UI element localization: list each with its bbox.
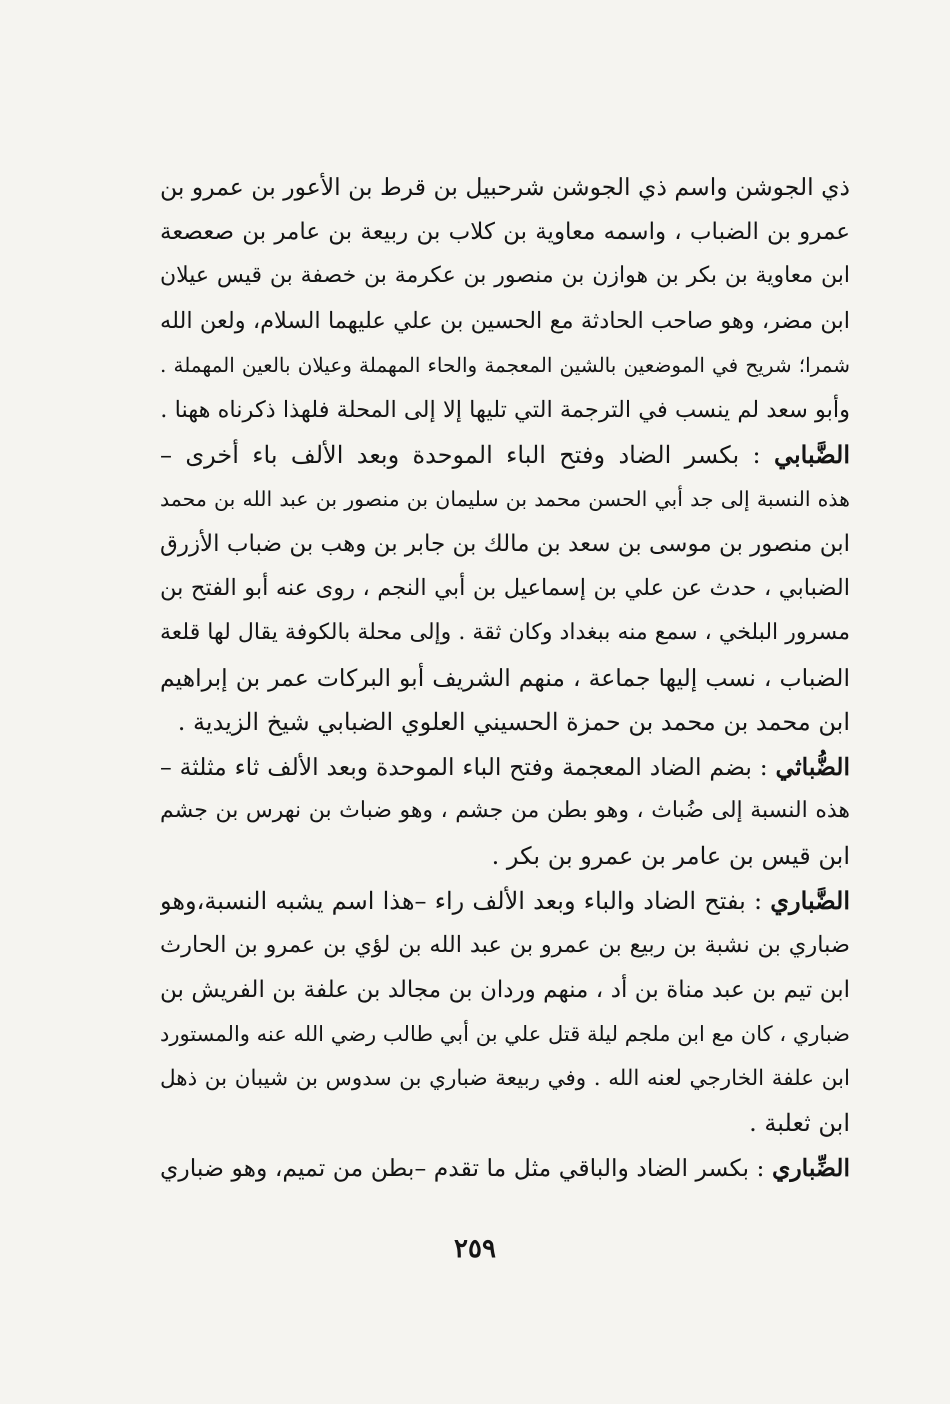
text-line [160, 923, 850, 968]
text-line [160, 700, 850, 745]
line-text: هذه النسبة إلى جد أبي الحسن محمد بن سليمان بن منصور بن عبد الله بن محمد [160, 487, 850, 512]
text-line [160, 477, 850, 522]
text-line [160, 254, 850, 299]
line-text: : بضم الضاد المعجمة وفتح الباء الموحدة وبعد الألف ثاء مثلثة – [160, 752, 776, 781]
page-number: ٢٥٩ [454, 1234, 496, 1264]
text-line [160, 656, 850, 701]
line-text: ابن تيم بن عبد مناة بن أد ، منهم وردان بن مجالد بن علفة بن الفريش بن [160, 976, 850, 1003]
line-text: هذه النسبة إلى ضُباث ، وهو بطن من جشم ، وهو ضباث بن نهرس بن جشم [160, 798, 850, 824]
line-text: الضبابي ، حدث عن علي بن إسماعيل بن أبي النجم ، روى عنه أبو الفتح بن [160, 575, 850, 602]
line-text: ابن مضر، وهو صاحب الحادثة مع الحسين بن علي عليهما السلام، ولعن الله [160, 307, 850, 334]
line-text: شمرا؛ شريح في الموضعين بالشين المعجمة والحاء المهملة وعيلان بالعين المهملة . [160, 353, 850, 378]
line-text: : بكسر الضاد والباقي مثل ما تقدم –بطن من تميم، وهو ضباري [160, 1154, 772, 1183]
text-line [160, 1057, 850, 1102]
line-text: ضباري بن نشبة بن ربيع بن عمرو بن عبد الله بن لؤي بن عمرو بن الحارث [160, 932, 850, 959]
line-text: ابن منصور بن موسى بن سعد بن مالك بن جابر بن وهب بن ضباب الأزرق [160, 530, 850, 557]
text-line [160, 522, 850, 567]
text-line [160, 1101, 850, 1146]
line-text: ابن علفة الخارجي لعنه الله . وفي ربيعة ضباري بن سدوس بن شيبان بن ذهل [160, 1065, 850, 1091]
text-line [160, 1146, 850, 1191]
entry-heading: الضَّباري [770, 885, 850, 915]
text-line [160, 745, 850, 790]
text-line [160, 299, 850, 344]
line-text: مسرور البلخي ، سمع منه ببغداد وكان ثقة . وإلى محلة بالكوفة يقال لها قلعة [160, 619, 850, 645]
line-text: ابن معاوية بن بكر بن هوازن بن منصور بن عكرمة بن خصفة بن قيس عيلان [160, 263, 850, 289]
text-line [160, 165, 850, 210]
body-text [160, 165, 850, 1191]
line-text: الضباب ، نسب إليها جماعة ، منهم الشريف أبو البركات عمر بن إبراهيم [160, 663, 850, 692]
text-line [160, 879, 850, 924]
line-text: : بفتح الضاد والباء وبعد الألف راء –هذا اسم يشبه النسبة،وهو [160, 886, 771, 915]
line-text: وأبو سعد لم ينسب في الترجمة التي تليها إلا إلى المحلة فلهذا ذكرناه ههنا . [160, 396, 850, 423]
line-text: ذي الجوشن واسم ذي الجوشن شرحبيل بن قرط بن الأعور بن عمرو بن [160, 173, 850, 201]
line-text: ابن محمد بن محمد بن حمزة الحسيني العلوي الضبابي شيخ الزيدية . [177, 708, 850, 737]
text-line [160, 1012, 850, 1057]
text-line [160, 388, 850, 433]
text-line [160, 968, 850, 1013]
line-text: : بكسر الضاد وفتح الباء الموحدة وبعد الألف باء أخرى – [160, 440, 774, 469]
text-line [160, 210, 850, 255]
text-line [160, 433, 850, 478]
line-text: عمرو بن الضباب ، واسمه معاوية بن كلاب بن ربيعة بن عامر بن صعصعة [160, 218, 850, 245]
line-text: ابن قيس بن عامر بن عمرو بن بكر . [491, 841, 850, 870]
entry-heading: الضِّباري [771, 1154, 850, 1183]
text-line [160, 566, 850, 611]
line-text: ابن ثعلبة . [749, 1109, 850, 1138]
text-line [160, 343, 850, 388]
text-line [160, 611, 850, 656]
text-line [160, 789, 850, 834]
text-line [160, 834, 850, 879]
entry-heading: الضُّباثي [775, 752, 850, 781]
line-text: ضباري ، كان مع ابن ملجم ليلة قتل علي بن أبي طالب رضي الله عنه والمستورد [160, 1022, 850, 1047]
entry-heading: الضَّبابي [773, 439, 850, 469]
